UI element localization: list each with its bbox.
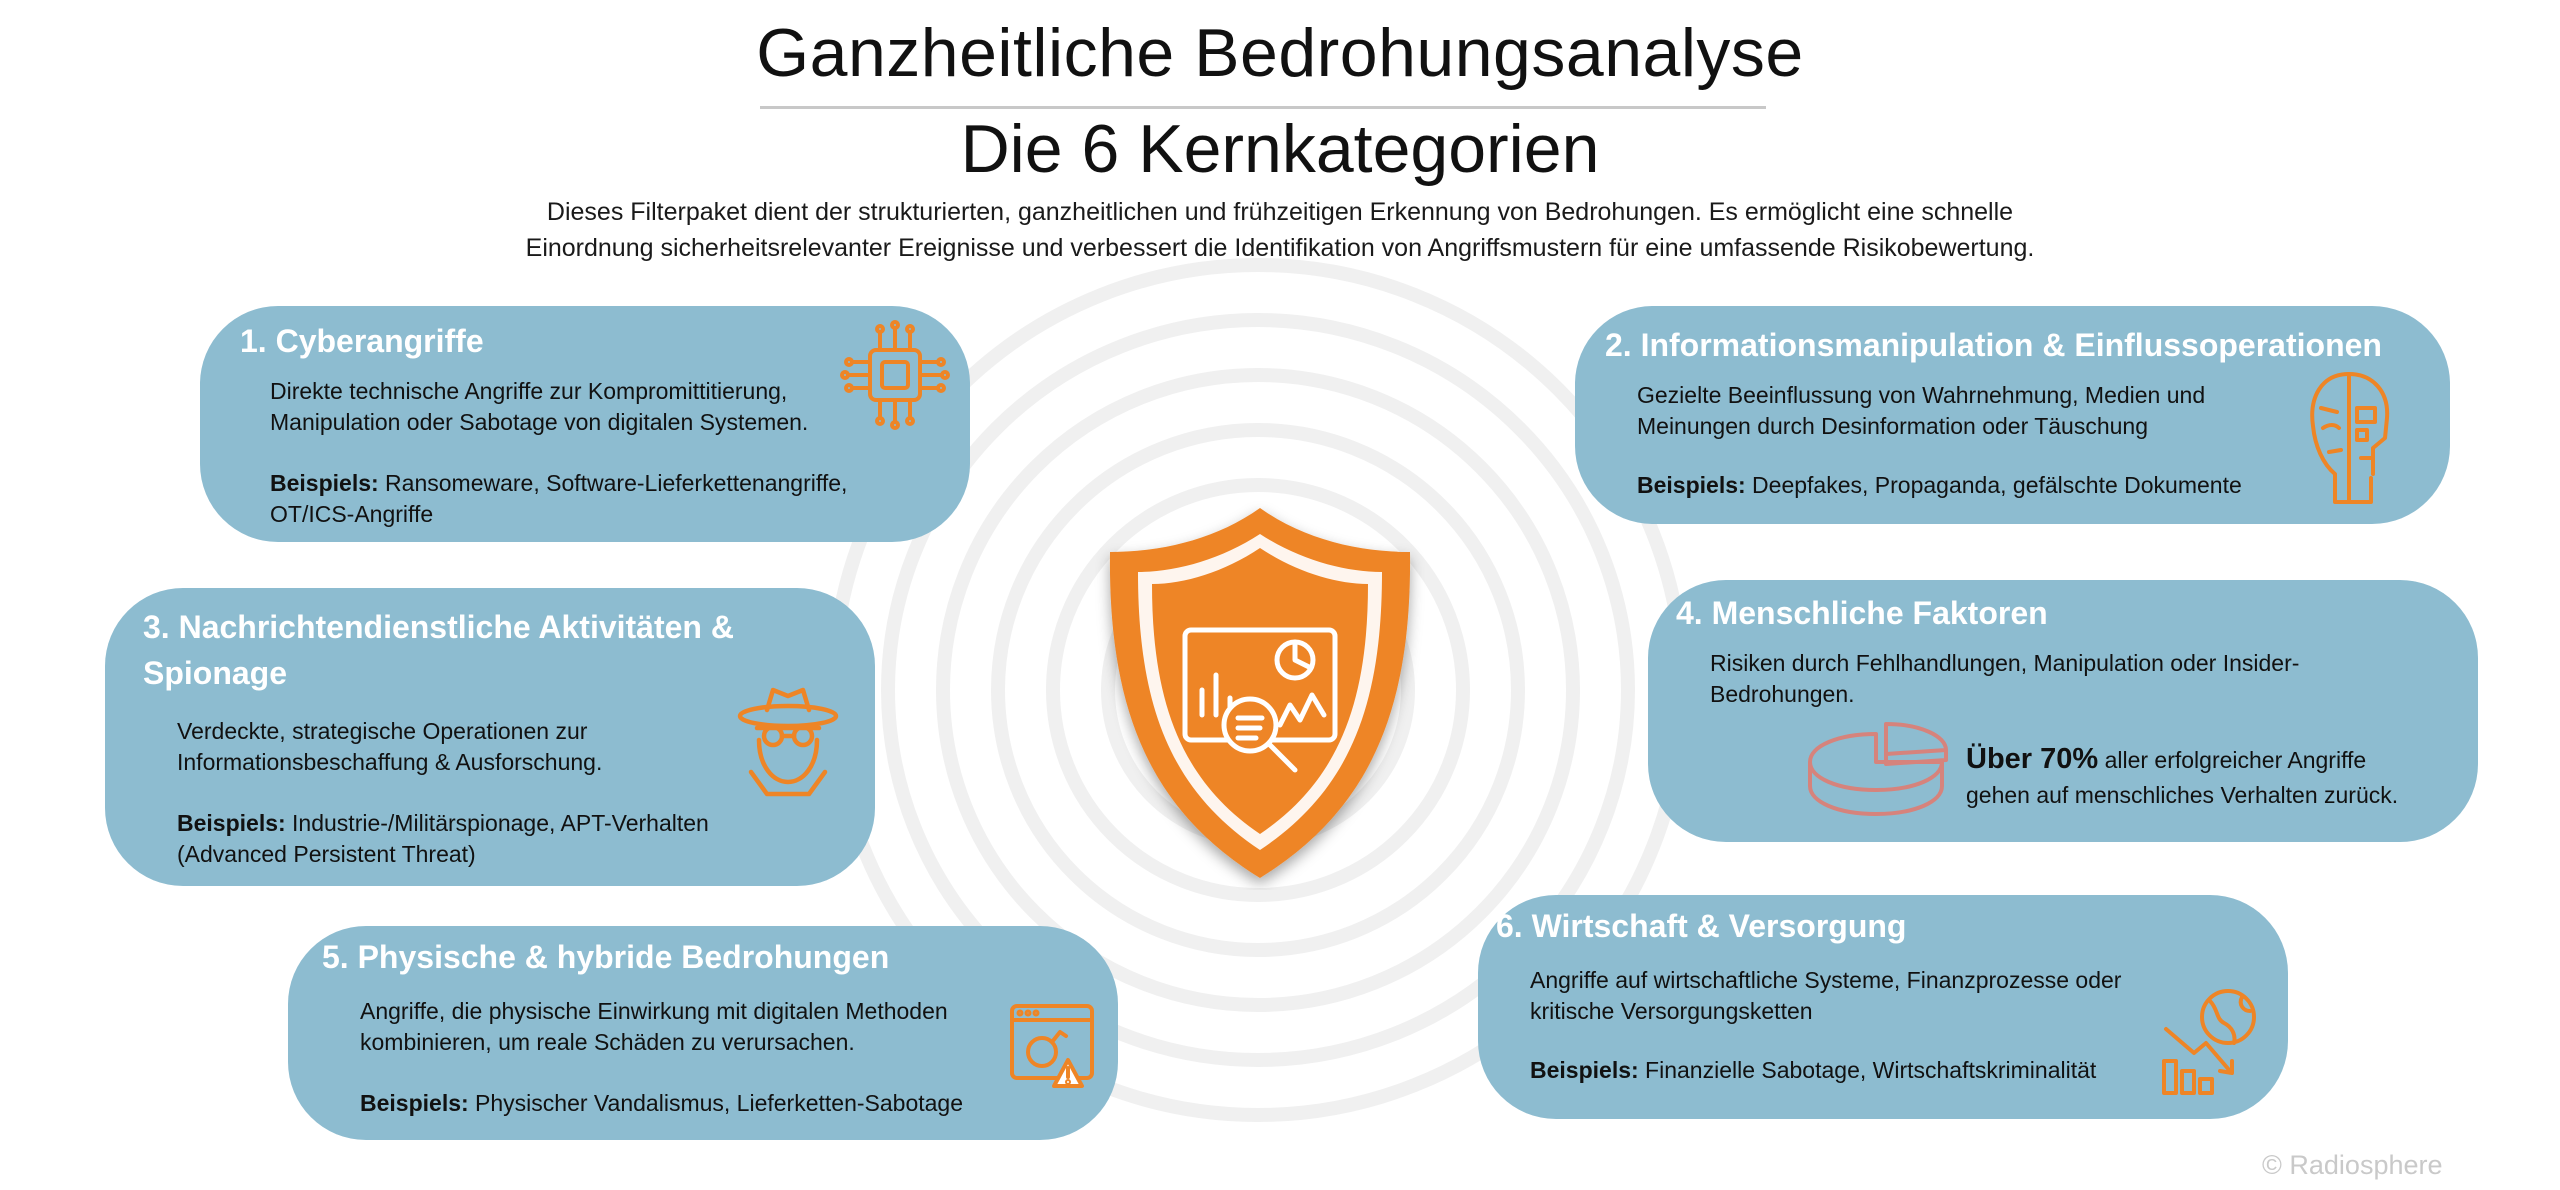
category-description: Angriffe, die physische Einwirkung mit digitalen Methoden kombinieren, um reale Schäden zu verursachen.: [360, 998, 948, 1055]
category-title: 1. Cyberangriffe: [240, 323, 484, 359]
category-title: 6. Wirtschaft & Versorgung: [1496, 908, 1907, 944]
bomb-warning-icon: [1008, 1002, 1100, 1094]
page-subtitle: Die 6 Kernkategorien: [960, 111, 1600, 187]
title-divider: [760, 106, 1766, 109]
category-examples: Beispiels: Deepfakes, Propaganda, gefälschte Dokumente: [1637, 472, 2242, 498]
category-title: 5. Physische & hybride Bedrohungen: [322, 939, 890, 975]
pie-chart-icon: [1806, 720, 1950, 828]
category-card-cyberangriffe: [200, 306, 970, 542]
category-description: Direkte technische Angriffe zur Kompromittitierung, Manipulation oder Sabotage von digitalen Systemen.: [270, 378, 809, 435]
category-examples: Beispiels: Ransomeware, Software-Lieferkettenangriffe, OT/ICS-Angriffe: [270, 470, 848, 527]
category-card-menschliche-faktoren: [1648, 580, 2478, 842]
deepfake-face-icon: [2301, 368, 2397, 508]
intro-line: Dieses Filterpaket dient der strukturierten, ganzheitlichen und frühzeitigen Erkennung von Bedrohungen. Es ermöglicht eine schnelle: [546, 198, 2014, 226]
category-card-wirtschaft: [1478, 895, 2288, 1119]
category-description: Risiken durch Fehlhandlungen, Manipulation oder Insider- Bedrohungen.: [1710, 650, 2300, 707]
page-title: Ganzheitliche Bedrohungsanalyse: [756, 15, 1804, 91]
economy-decline-icon: [2158, 987, 2258, 1097]
category-title: 3. Nachrichtendienstliche Aktivitäten & Spionage: [143, 609, 734, 691]
circuit-chip-icon: [840, 320, 950, 430]
intro-text: [380, 194, 2180, 266]
shield-analytics-icon: [1090, 500, 1430, 890]
intro-line: Einordnung sicherheitsrelevanter Ereignisse und verbessert die Identifikation von Angriffsmustern für eine umfassende Risikobewertung.: [525, 234, 2035, 262]
category-card-physische-bedrohungen: [288, 926, 1118, 1140]
category-card-informationsmanipulation: [1575, 306, 2450, 524]
category-description: Gezielte Beeinflussung von Wahrnehmung, Medien und Meinungen durch Desinformation oder Täuschung: [1637, 382, 2206, 439]
category-examples: Beispiels: Physischer Vandalismus, Lieferketten-Sabotage: [360, 1090, 963, 1116]
category-title: 4. Menschliche Faktoren: [1676, 595, 2048, 631]
category-examples: Beispiels: Industrie-/Militärspionage, APT-Verhalten (Advanced Persistent Threat): [177, 810, 709, 867]
category-description: Verdeckte, strategische Operationen zur Informationsbeschaffung & Ausforschung.: [177, 718, 603, 775]
category-card-nachrichtendienst: [105, 588, 875, 886]
watermark: © Radiosphere: [2262, 1150, 2443, 1180]
stat-text: gehen auf menschliches Verhalten zurück.: [1966, 782, 2399, 808]
stat-text: Über 70% aller erfolgreicher Angriffe: [1966, 743, 2367, 775]
category-title: 2. Informationsmanipulation & Einflussoperationen: [1605, 327, 2382, 363]
stat-value: Über 70%: [1966, 743, 2099, 775]
spy-icon: [733, 680, 843, 800]
category-examples: Beispiels: Finanzielle Sabotage, Wirtschaftskriminalität: [1530, 1057, 2097, 1083]
category-description: Angriffe auf wirtschaftliche Systeme, Finanzprozesse oder kritische Versorgungsketten: [1530, 967, 2122, 1024]
